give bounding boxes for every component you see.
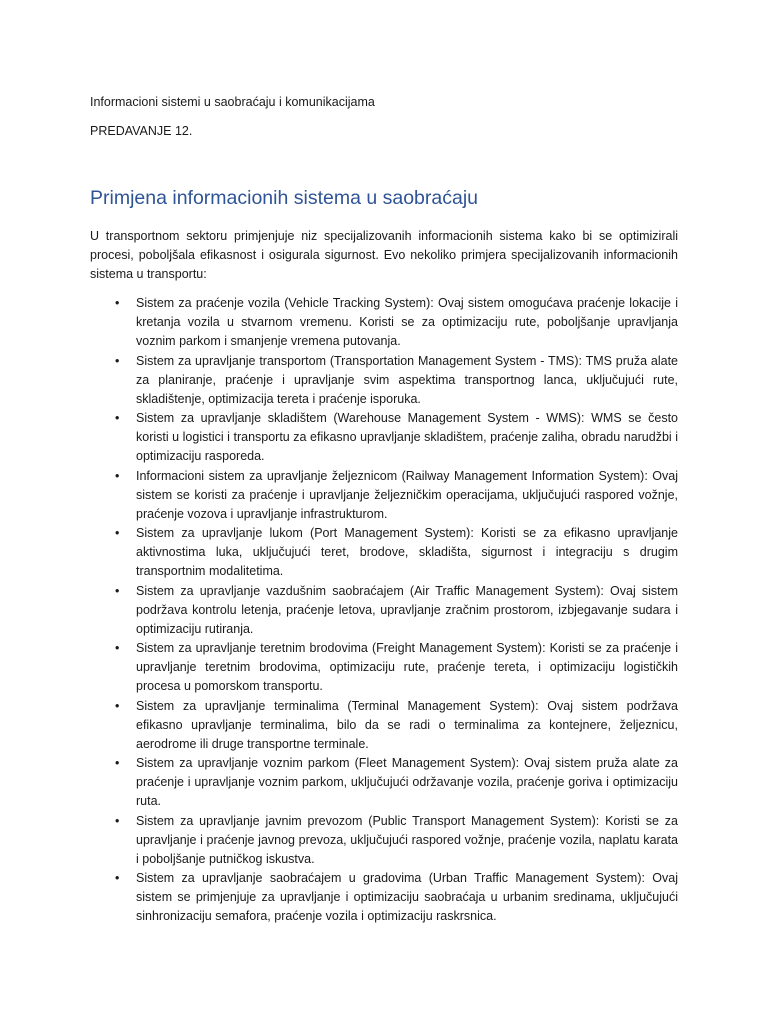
bullet-icon: • <box>115 756 120 770</box>
list-item <box>90 582 678 639</box>
bullet-icon: • <box>115 526 120 540</box>
list-item <box>90 409 678 466</box>
list-item <box>90 639 678 696</box>
bullet-icon: • <box>115 871 120 885</box>
bullet-icon: • <box>115 641 120 655</box>
bullet-icon: • <box>115 353 120 368</box>
bullet-icon: • <box>115 411 120 425</box>
list-item <box>90 754 678 811</box>
list-item-text: Sistem za upravljanje lukom (Port Management System): Koristi se za efikasno upravljanje aktivnostima luka, uključujući teret, brodove, skladišta, sigurnost i integraciju s drugim transportnim modalitetima. <box>136 526 678 578</box>
course-title: Informacioni sistemi u saobraćaju i komunikacijama <box>90 95 375 109</box>
list-item-text: Sistem za upravljanje saobraćajem u gradovima (Urban Traffic Management System): Ovaj sistem se primjenjuje za upravljanje i optimizaciju saobraćaja u urbanim sredinama, uključujući sinhronizaciju semafora, praćenje vozila i optimizaciju raskrsnica. <box>136 871 678 923</box>
bullet-icon: • <box>115 813 120 828</box>
list-item-text: Sistem za upravljanje transportom (Transportation Management System - TMS): TMS pruža alate za planiranje, praćenje i upravljanje svim aspektima transportnog lanca, uključujući rute, skladištenje, optimizacija tereta i praćenje isporuka. <box>136 353 678 406</box>
list-item-text: Sistem za upravljanje javnim prevozom (Public Transport Management System): Koristi se za upravljanje i praćenje javnog prevoza, uključujući raspored vožnje, praćenje vozila, naplatu karata i poboljšanje putničkog iskustva. <box>136 813 678 866</box>
list-item-text: Sistem za upravljanje vazdušnim saobraćajem (Air Traffic Management System): Ovaj sistem podržava kontrolu letenja, praćenje letova, upravljanje zračnim prostorom, izbjegavanje sudara i optimizaciju rutiranja. <box>136 583 678 636</box>
list-item-text: Sistem za praćenje vozila (Vehicle Tracking System): Ovaj sistem omogućava praćenje lokacije i kretanja vozila u stvarnom vremenu. Koristi se za optimizaciju rute, poboljšanje upravljanja voznim parkom i smanjenje vremena putovanja. <box>136 296 678 348</box>
list-item <box>90 467 678 524</box>
systems-list <box>90 294 678 927</box>
list-item-text: Informacioni sistem za upravljanje željeznicom (Railway Management Information System): Ovaj sistem se koristi za praćenje i upravljanje željezničkim operacijama, uključujući raspored vožnje, praćenje vozova i upravljanje infrastrukturom. <box>136 468 678 521</box>
list-item-text: Sistem za upravljanje teretnim brodovima (Freight Management System): Koristi se za praćenje i upravljanje teretnim brodovima, optimizaciju rute, praćenje tereta, i optimizaciju logističkih procesa u pomorskom transportu. <box>136 641 678 693</box>
list-item <box>90 524 678 581</box>
list-item <box>90 697 678 754</box>
bullet-icon: • <box>115 296 120 310</box>
list-item-text: Sistem za upravljanje terminalima (Terminal Management System): Ovaj sistem podržava efikasno upravljanje terminalima, bilo da se radi o terminalima za kontejnere, željeznicu, aerodrome ili druge transportne terminale. <box>136 698 678 751</box>
section-heading: Primjena informacionih sistema u saobraćaju <box>90 187 479 209</box>
bullet-icon: • <box>115 583 120 598</box>
list-item <box>90 812 678 869</box>
list-item <box>90 869 678 926</box>
list-item-text: Sistem za upravljanje voznim parkom (Fleet Management System): Ovaj sistem pruža alate za praćenje i upravljanje voznim parkom, uključujući održavanje vozila, praćenje goriva i optimizaciju ruta. <box>136 756 678 808</box>
lecture-label: PREDAVANJE 12. <box>90 124 193 138</box>
list-item-text: Sistem za upravljanje skladištem (Warehouse Management System - WMS): WMS se često koristi u logistici i transportu za efikasno upravljanje skladištem, praćenje zaliha, obradu narudžbi i optimizaciju rasporeda. <box>136 411 678 463</box>
intro-paragraph: U transportnom sektoru primjenjuje niz specijalizovanih informacionih sistema kako bi se optimizirali procesi, poboljšala efikasnost i osigurala sigurnost. Evo nekoliko primjera specijalizovanih informacionih sistema u transportu: <box>90 229 678 281</box>
list-item <box>90 352 678 409</box>
bullet-icon: • <box>115 698 120 713</box>
list-item <box>90 294 678 351</box>
bullet-icon: • <box>115 468 120 483</box>
